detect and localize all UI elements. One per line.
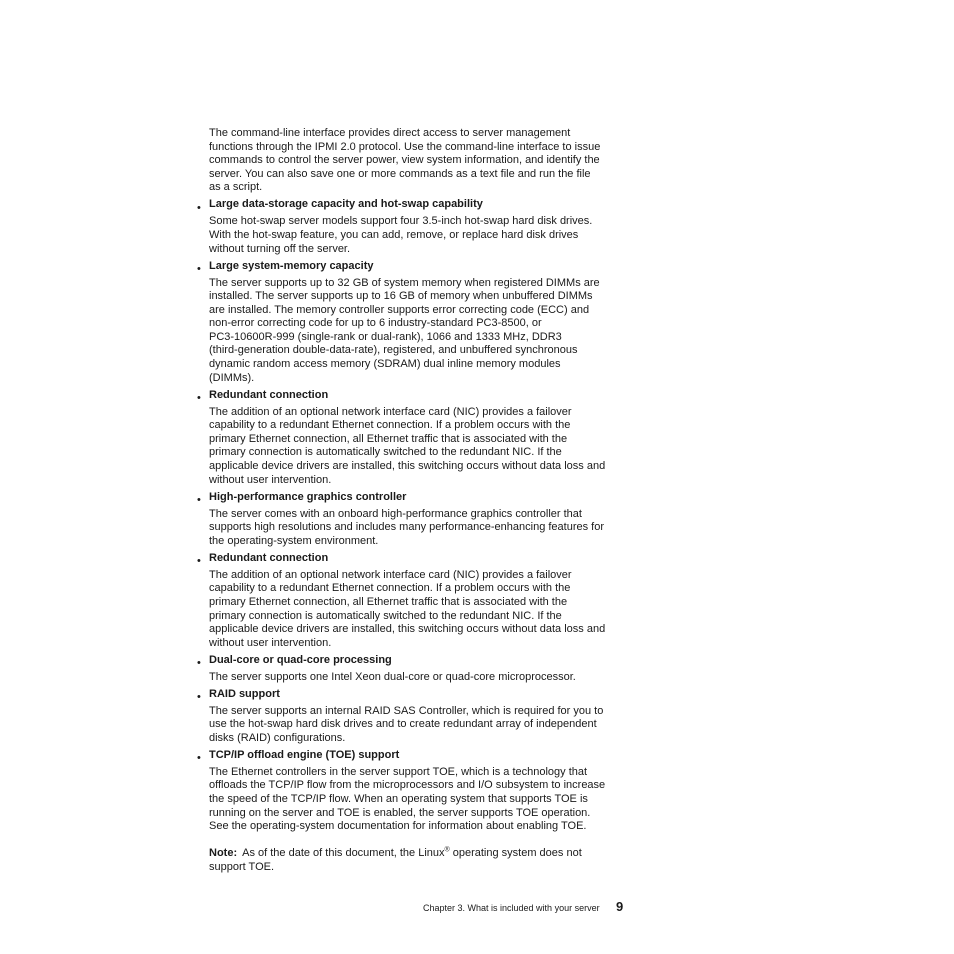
text-line: primary Ethernet connection, all Ethernet traffic that is associated with the — [209, 595, 568, 608]
text-line: With the hot-swap feature, you can add, remove, or replace hard disk drives — [209, 228, 579, 241]
bullet-icon: • — [197, 493, 201, 506]
list-item — [197, 687, 639, 746]
text-line: are installed. The memory controller supports error correcting code (ECC) and — [209, 303, 590, 316]
text-line: The server supports up to 32 GB of system memory when registered DIMMs are — [209, 276, 600, 289]
text-line: offloads the TCP/IP flow from the microprocessors and I/O subsystem to increase — [209, 779, 606, 792]
text-line: supports high resolutions and includes many performance-enhancing features for — [209, 521, 605, 534]
note-label: Note: — [209, 847, 238, 860]
item-heading — [209, 260, 639, 274]
text-line: The server supports an internal RAID SAS Controller, which is required for you to — [209, 704, 604, 717]
item-heading-text: Large data-storage capacity and hot-swap capability — [209, 198, 483, 211]
text-line: running on the server and TOE is enabled, the server supports TOE operation. — [209, 806, 591, 819]
text-line: server. You can also save one or more commands as a text file and run the file — [209, 167, 591, 180]
item-heading — [209, 198, 639, 212]
note — [209, 847, 639, 874]
item-paragraph — [209, 406, 639, 488]
item-heading-text: Redundant connection — [209, 551, 329, 564]
bullet-icon: • — [197, 691, 201, 704]
bullet-icon: • — [197, 262, 201, 275]
text-line: capability to a redundant Ethernet connection. If a problem occurs with the — [209, 582, 571, 595]
text-line: The server supports one Intel Xeon dual-core or quad-core microprocessor. — [209, 670, 576, 683]
item-paragraph — [209, 277, 639, 386]
text-line: without user intervention. — [209, 473, 332, 486]
text-line: without turning off the server. — [209, 242, 351, 255]
text-line: applicable device drivers are installed, this switching occurs without data loss and — [209, 460, 606, 472]
item-heading — [209, 491, 639, 505]
item-heading — [209, 389, 639, 403]
list-item — [197, 198, 639, 256]
item-heading-text: RAID support — [209, 687, 280, 700]
text-line: disks (RAID) configurations. — [209, 731, 346, 744]
bullet-icon: • — [197, 555, 201, 568]
note-text-line2: support TOE. — [209, 860, 275, 873]
text-line: dynamic random access memory (SDRAM) dual inline memory modules — [209, 358, 561, 371]
item-heading-text: Dual-core or quad-core processing — [209, 653, 392, 666]
item-paragraph — [209, 766, 639, 834]
footer-chapter-title: Chapter 3. What is included with your server — [423, 903, 600, 913]
text-line: See the operating-system documentation for information about enabling TOE. — [209, 820, 587, 833]
text-line: primary connection is automatically switched to the redundant NIC. If the — [209, 609, 562, 622]
text-line: non-error correcting code for up to 6 industry-standard PC3-8500, or — [209, 317, 542, 330]
bullet-icon: • — [197, 657, 201, 670]
list-item — [197, 748, 639, 834]
text-line: The command-line interface provides direct access to server management — [209, 127, 571, 139]
text-line: PC3-10600R-999 (single-rank or dual-rank), 1066 and 1333 MHz, DDR3 — [209, 330, 562, 343]
intro-paragraph — [209, 127, 639, 195]
list-item — [197, 490, 639, 549]
text-line: (third-generation double-data-rate), registered, and unbuffered synchronous — [209, 344, 578, 357]
page-number: 9 — [616, 899, 624, 914]
text-line: capability to a redundant Ethernet connection. If a problem occurs with the — [209, 419, 571, 432]
document-body — [197, 127, 639, 875]
text-line: the operating-system environment. — [209, 534, 379, 547]
item-paragraph — [209, 569, 639, 651]
list-item — [197, 259, 639, 386]
note-text-cont: operating system does not — [449, 847, 582, 860]
item-heading — [209, 688, 639, 702]
item-heading-text: Large system-memory capacity — [209, 259, 374, 272]
list-item — [197, 388, 639, 488]
text-line: primary Ethernet connection, all Ethernet traffic that is associated with the — [209, 432, 568, 445]
text-line: The addition of an optional network interface card (NIC) provides a failover — [209, 405, 572, 418]
text-line: primary connection is automatically switched to the redundant NIC. If the — [209, 446, 562, 459]
item-heading-text: Redundant connection — [209, 388, 329, 401]
text-line: as a script. — [209, 181, 263, 194]
item-paragraph — [209, 508, 639, 549]
text-line: without user intervention. — [209, 636, 332, 649]
item-heading-text: TCP/IP offload engine (TOE) support — [209, 748, 400, 761]
text-line: applicable device drivers are installed, this switching occurs without data loss and — [209, 623, 606, 636]
note-text: As of the date of this document, the Linux — [242, 847, 445, 860]
item-paragraph — [209, 705, 639, 746]
registered-mark: ® — [444, 846, 450, 854]
feature-list — [197, 198, 639, 833]
item-paragraph — [209, 671, 639, 685]
text-line: installed. The server supports up to 16 GB of memory when unbuffered DIMMs — [209, 290, 593, 303]
item-heading — [209, 654, 639, 668]
item-paragraph — [209, 215, 639, 256]
bullet-icon: • — [197, 752, 201, 765]
text-line: The addition of an optional network interface card (NIC) provides a failover — [209, 568, 572, 581]
text-line: The Ethernet controllers in the server support TOE, which is a technology that — [209, 765, 588, 778]
list-item — [197, 653, 639, 685]
text-line: (DIMMs). — [209, 371, 255, 384]
text-line: commands to control the server power, view system information, and identify the — [209, 154, 600, 167]
list-item — [197, 551, 639, 651]
item-heading-text: High-performance graphics controller — [209, 490, 407, 503]
bullet-icon: • — [197, 201, 201, 214]
text-line: the speed of the TCP/IP flow. When an operating system that supports TOE is — [209, 792, 588, 805]
text-line: The server comes with an onboard high-performance graphics controller that — [209, 507, 582, 520]
item-heading — [209, 552, 639, 566]
text-line: functions through the IPMI 2.0 protocol. Use the command-line interface to issue — [209, 140, 601, 153]
bullet-icon: • — [197, 392, 201, 405]
text-line: use the hot-swap hard disk drives and to create redundant array of independent — [209, 718, 597, 731]
item-heading — [209, 749, 639, 763]
text-line: Some hot-swap server models support four 3.5-inch hot-swap hard disk drives. — [209, 215, 593, 228]
